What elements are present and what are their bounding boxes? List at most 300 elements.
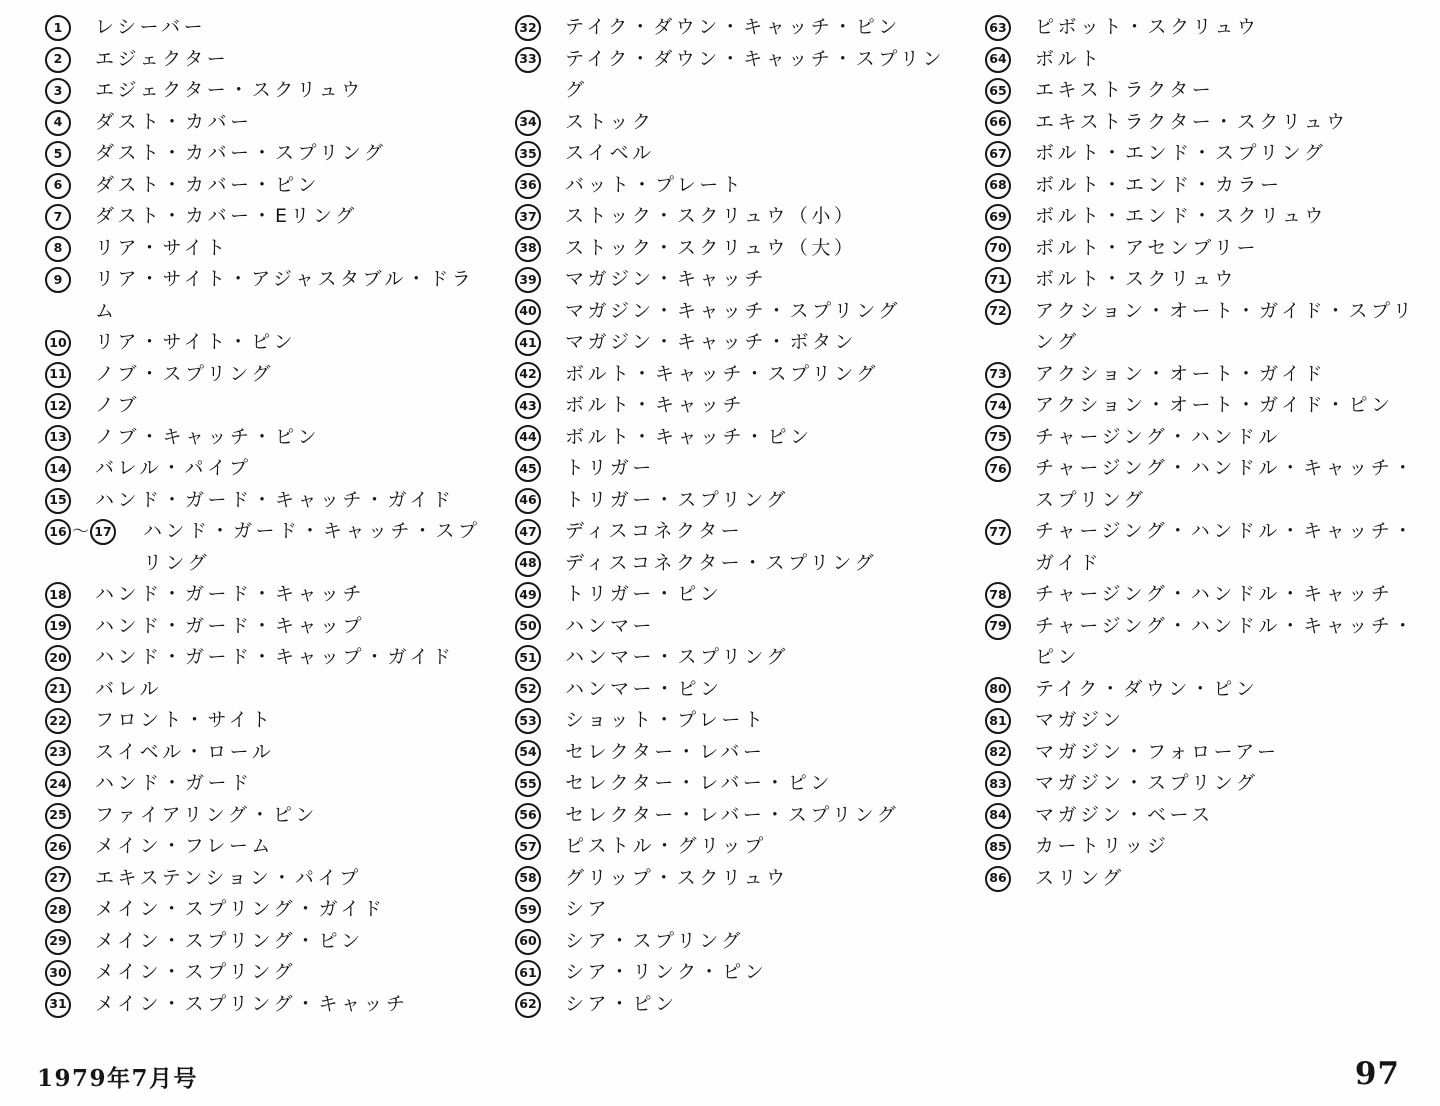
item-number-badge [45, 327, 95, 356]
item-number-badge [515, 768, 565, 797]
item-number-badge [985, 579, 1035, 608]
parts-list-item [45, 233, 495, 265]
circled-number: 40 [515, 299, 541, 325]
item-number-badge [515, 674, 565, 703]
circled-number: 46 [515, 488, 541, 514]
item-number-badge [515, 516, 565, 545]
circled-number: 57 [515, 834, 541, 860]
item-number-badge [515, 390, 565, 419]
item-number-badge [45, 768, 95, 797]
circled-number: 16 [45, 519, 71, 545]
circled-number: 33 [515, 47, 541, 73]
item-number-badge [985, 800, 1035, 829]
parts-list-item [985, 800, 1435, 832]
item-number-badge [45, 674, 95, 703]
parts-list-item [45, 201, 495, 233]
parts-list-item [985, 75, 1435, 107]
parts-list [45, 12, 1435, 1020]
part-name: ダスト・カバー [95, 110, 253, 133]
part-name: ハンド・ガード・キャッチ・スプリング [143, 520, 481, 574]
parts-list-item [515, 264, 965, 296]
circled-number: 82 [985, 740, 1011, 766]
part-name: マガジン・キャッチ・ボタン [565, 331, 858, 353]
item-number-badge [45, 390, 95, 419]
item-number-badge [515, 264, 565, 293]
item-number-badge [515, 705, 565, 734]
parts-list-item [515, 233, 965, 265]
part-name: ディスコネクター [565, 520, 744, 542]
parts-list-item [45, 800, 495, 832]
parts-list-item [515, 12, 965, 44]
part-name: テイク・ダウン・ピン [1035, 677, 1259, 700]
part-name: メイン・スプリング・ガイド [95, 898, 386, 920]
part-name: テイク・ダウン・キャッチ・スプリング [565, 47, 946, 101]
circled-number: 26 [45, 834, 71, 860]
parts-list-item [515, 138, 965, 170]
parts-list-item [45, 422, 495, 454]
part-name: ボルト・スクリュウ [1035, 268, 1237, 290]
circled-number: 23 [45, 740, 71, 766]
parts-list-item [985, 296, 1435, 359]
item-number-badge [985, 422, 1035, 451]
parts-list-item [985, 138, 1435, 170]
part-name: マガジン [1035, 709, 1125, 731]
parts-list-item [985, 674, 1435, 706]
circled-number: 52 [515, 677, 541, 703]
part-name: メイン・スプリング・ピン [95, 929, 364, 952]
item-number-badge [985, 359, 1035, 388]
page-number: 97 [1354, 1056, 1400, 1092]
part-name: チャージング・ハンドル [1035, 425, 1281, 448]
parts-list-item [515, 863, 965, 895]
part-name: ハンマー・ピン [565, 677, 723, 700]
circled-number: 74 [985, 393, 1011, 419]
item-number-badge [45, 863, 95, 892]
parts-list-item [45, 359, 495, 391]
circled-number: 62 [515, 992, 541, 1018]
part-name: ハンド・ガード・キャッチ・ガイド [95, 488, 455, 511]
part-name: シア [565, 898, 611, 920]
item-number-badge [985, 863, 1035, 892]
part-name: ショット・プレート [565, 709, 767, 731]
circled-number: 68 [985, 173, 1011, 199]
circled-number: 53 [515, 708, 541, 734]
parts-list-item [985, 170, 1435, 202]
item-number-badge [45, 579, 95, 608]
circled-number: 32 [515, 15, 541, 41]
circled-number: 83 [985, 771, 1011, 797]
item-number-badge [45, 894, 95, 923]
item-number-badge [985, 44, 1035, 73]
item-number-badge [985, 107, 1035, 136]
circled-number: 3 [45, 78, 71, 104]
item-number-badge [985, 296, 1035, 325]
item-number-badge [985, 453, 1035, 482]
part-name: シア・スプリング [565, 929, 744, 952]
range-tilde: ～ [72, 522, 89, 542]
circled-number: 55 [515, 771, 541, 797]
circled-number: 13 [45, 425, 71, 451]
item-number-badge [515, 107, 565, 136]
part-name: ボルト・エンド・スクリュウ [1035, 205, 1327, 227]
parts-list-item [515, 800, 965, 832]
circled-number: 61 [515, 960, 541, 986]
parts-list-item [515, 737, 965, 769]
item-number-badge [45, 926, 95, 955]
part-name: スイベル [565, 142, 655, 164]
circled-number: 80 [985, 677, 1011, 703]
part-name: マガジン・フォローアー [1035, 740, 1280, 763]
parts-list-item [515, 390, 965, 422]
item-number-badge [45, 138, 95, 167]
item-number-badge [515, 831, 565, 860]
part-name: アクション・オート・ガイド・スプリング [1035, 299, 1416, 353]
item-number-badge [45, 453, 95, 482]
circled-number: 19 [45, 614, 71, 640]
parts-list-item [45, 705, 495, 737]
part-name: ボルト・キャッチ [565, 394, 746, 416]
part-name: カートリッジ [1035, 835, 1170, 857]
part-name: ダスト・カバー・ピン [95, 173, 321, 196]
parts-list-item [515, 359, 965, 391]
part-name: ダスト・カバー・スプリング [95, 142, 387, 164]
part-name: チャージング・ハンドル・キャッチ・ピン [1035, 614, 1416, 668]
circled-number: 27 [45, 866, 71, 892]
parts-list-item [515, 44, 965, 107]
circled-number: 17 [90, 519, 116, 545]
item-number-badge [985, 233, 1035, 262]
part-name: ノブ・スプリング [95, 362, 274, 385]
item-number-badge [45, 485, 95, 514]
item-number-badge [985, 390, 1035, 419]
part-name: トリガー [565, 457, 655, 479]
circled-number: 15 [45, 488, 71, 514]
part-name: メイン・スプリング・キャッチ [95, 992, 409, 1015]
item-number-badge [45, 170, 95, 199]
item-number-badge [45, 422, 95, 451]
circled-number: 75 [985, 425, 1011, 451]
circled-number: 6 [45, 173, 71, 199]
parts-list-item [45, 264, 495, 327]
item-number-badge [515, 453, 565, 482]
parts-list-item [985, 863, 1435, 895]
circled-number: 76 [985, 456, 1011, 482]
part-name: ノブ・キャッチ・ピン [95, 425, 321, 448]
part-name: ボルト・エンド・カラー [1035, 173, 1283, 196]
item-number-badge [985, 768, 1035, 797]
circled-number: 54 [515, 740, 541, 766]
part-name: ダスト・カバー・Eリング [95, 205, 358, 227]
part-name: メイン・スプリング [95, 961, 296, 983]
circled-number: 65 [985, 78, 1011, 104]
circled-number: 78 [985, 582, 1011, 608]
circled-number: 72 [985, 299, 1011, 325]
parts-list-item [985, 107, 1435, 139]
parts-list-item [515, 453, 965, 485]
parts-list-item [985, 516, 1435, 579]
circled-number: 60 [515, 929, 541, 955]
parts-list-item [515, 674, 965, 706]
part-name: ボルト [1035, 47, 1103, 70]
parts-list-item [985, 453, 1435, 516]
part-name: ピボット・スクリュウ [1035, 16, 1260, 38]
item-number-badge [45, 642, 95, 671]
part-name: ボルト・アセンブリー [1035, 236, 1260, 259]
circled-number: 2 [45, 47, 71, 73]
circled-number: 7 [45, 204, 71, 230]
part-name: ボルト・キャッチ・ピン [565, 425, 813, 448]
item-number-badge [985, 831, 1035, 860]
circled-number: 10 [45, 330, 71, 356]
parts-list-item [45, 831, 495, 863]
parts-list-item [45, 579, 495, 611]
circled-number: 47 [515, 519, 541, 545]
item-number-badge [985, 516, 1035, 545]
circled-number: 5 [45, 141, 71, 167]
circled-number: 8 [45, 236, 71, 262]
item-number-badge [45, 264, 95, 293]
item-number-badge [515, 737, 565, 766]
parts-list-item [45, 107, 495, 139]
parts-list-item [515, 768, 965, 800]
parts-list-item [985, 422, 1435, 454]
part-name: スリング [1035, 866, 1125, 889]
parts-column-1 [45, 12, 495, 1020]
item-number-badge [985, 75, 1035, 104]
part-name: ディスコネクター・スプリング [565, 551, 877, 574]
item-number-badge [515, 485, 565, 514]
circled-number: 70 [985, 236, 1011, 262]
item-number-badge [45, 800, 95, 829]
circled-number: 39 [515, 267, 541, 293]
item-number-badge [515, 800, 565, 829]
item-number-badge [515, 957, 565, 986]
item-number-badge [985, 138, 1035, 167]
parts-list-item [985, 768, 1435, 800]
circled-number: 4 [45, 110, 71, 136]
part-name: ファイアリング・ピン [95, 803, 318, 826]
parts-list-item [515, 201, 965, 233]
item-number-badge [45, 611, 95, 640]
item-number-badge [45, 989, 95, 1018]
part-name: スイベル・ロール [95, 740, 275, 763]
part-name: リア・サイト [95, 236, 229, 259]
circled-number: 56 [515, 803, 541, 829]
circled-number: 35 [515, 141, 541, 167]
parts-list-item [985, 359, 1435, 391]
part-name: ハンマー・スプリング [565, 646, 789, 668]
item-number-badge [515, 201, 565, 230]
part-name: シア・ピン [565, 992, 678, 1015]
item-number-badge [515, 894, 565, 923]
part-name: ボルト・キャッチ・スプリング [565, 362, 879, 385]
parts-list-item [45, 957, 495, 989]
circled-number: 67 [985, 141, 1011, 167]
parts-column-3 [985, 12, 1435, 1020]
parts-list-item [985, 831, 1435, 863]
part-name: グリップ・スクリュウ [565, 866, 789, 889]
parts-list-item [515, 516, 965, 548]
parts-list-item [45, 894, 495, 926]
circled-number: 59 [515, 897, 541, 923]
parts-list-item [515, 894, 965, 926]
part-name: トリガー・スプリング [565, 488, 789, 511]
item-number-badge [45, 201, 95, 230]
parts-list-item [515, 705, 965, 737]
item-number-badge [515, 170, 565, 199]
circled-number: 64 [985, 47, 1011, 73]
part-name: リア・サイト・アジャスタブル・ドラム [95, 268, 475, 322]
part-name: エジェクター・スクリュウ [95, 79, 364, 101]
parts-list-item [45, 390, 495, 422]
item-number-badge [985, 170, 1035, 199]
parts-list-item [985, 201, 1435, 233]
part-name: フロント・サイト [95, 709, 274, 731]
part-name: エキストラクター・スクリュウ [1035, 110, 1349, 133]
circled-number: 51 [515, 645, 541, 671]
part-name: ハンド・ガード・キャッチ [95, 583, 366, 605]
part-name: ノブ [95, 394, 141, 416]
item-number-badge [985, 705, 1035, 734]
parts-list-item [45, 737, 495, 769]
circled-number: 42 [515, 362, 541, 388]
item-number-badge [515, 422, 565, 451]
item-number-badge [45, 737, 95, 766]
parts-list-item [515, 957, 965, 989]
circled-number: 48 [515, 551, 541, 577]
part-name: トリガー・ピン [565, 583, 723, 605]
circled-number: 41 [515, 330, 541, 356]
item-number-badge [45, 957, 95, 986]
parts-list-item [45, 12, 495, 44]
parts-list-item [985, 579, 1435, 611]
parts-list-item [45, 768, 495, 800]
part-name: ストック・スクリュウ（大） [565, 236, 857, 259]
item-number-badge [515, 579, 565, 608]
circled-number: 50 [515, 614, 541, 640]
circled-number: 45 [515, 456, 541, 482]
parts-list-item [515, 642, 965, 674]
circled-number: 71 [985, 267, 1011, 293]
circled-number: 20 [45, 645, 71, 671]
circled-number: 38 [515, 236, 541, 262]
circled-number: 37 [515, 204, 541, 230]
parts-list-item [985, 611, 1435, 674]
item-number-badge [985, 264, 1035, 293]
item-number-badge [515, 359, 565, 388]
circled-number: 28 [45, 897, 71, 923]
parts-list-item [985, 737, 1435, 769]
item-number-badge [985, 12, 1035, 41]
parts-list-item [515, 296, 965, 328]
item-number-badge [515, 138, 565, 167]
parts-list-item [985, 264, 1435, 296]
item-number-badge [515, 233, 565, 262]
parts-list-item [515, 989, 965, 1021]
circled-number: 12 [45, 393, 71, 419]
circled-number: 18 [45, 582, 71, 608]
part-name: バット・プレート [565, 173, 745, 196]
parts-list-item [985, 44, 1435, 76]
parts-list-item [45, 327, 495, 359]
item-number-badge [515, 926, 565, 955]
part-name: ハンド・ガード [95, 772, 253, 794]
part-name: セレクター・レバー・ピン [565, 772, 833, 794]
circled-number: 49 [515, 582, 541, 608]
circled-number: 85 [985, 834, 1011, 860]
circled-number: 84 [985, 803, 1011, 829]
circled-number: 79 [985, 614, 1011, 640]
parts-list-item [45, 44, 495, 76]
circled-number: 44 [515, 425, 541, 451]
circled-number: 21 [45, 677, 71, 703]
part-name: アクション・オート・ガイド・ピン [1035, 394, 1394, 416]
item-number-badge [45, 516, 143, 545]
parts-list-item [45, 485, 495, 517]
circled-number: 77 [985, 519, 1011, 545]
circled-number: 30 [45, 960, 71, 986]
part-name: マガジン・キャッチ・スプリング [565, 299, 901, 322]
circled-number: 9 [45, 267, 71, 293]
circled-number: 24 [45, 771, 71, 797]
parts-list-item [45, 863, 495, 895]
parts-list-item [515, 926, 965, 958]
item-number-badge [985, 201, 1035, 230]
item-number-badge [45, 12, 95, 41]
parts-list-item [985, 705, 1435, 737]
item-number-badge [45, 233, 95, 262]
item-number-badge [45, 359, 95, 388]
circled-number: 25 [45, 803, 71, 829]
circled-number: 81 [985, 708, 1011, 734]
circled-number: 43 [515, 393, 541, 419]
item-number-badge [45, 75, 95, 104]
part-name: マガジン・スプリング [1035, 772, 1259, 794]
item-number-badge [515, 12, 565, 41]
part-name: メイン・フレーム [95, 835, 274, 857]
part-name: ストック [565, 110, 655, 133]
part-name: ピストル・グリップ [565, 835, 767, 857]
item-number-badge [515, 44, 565, 73]
issue-date: 1979年7月号 [37, 1065, 199, 1092]
parts-list-item [45, 674, 495, 706]
part-name: セレクター・レバー [565, 740, 766, 763]
item-number-badge [45, 831, 95, 860]
item-number-badge [515, 863, 565, 892]
part-name: リア・サイト・ピン [95, 331, 297, 353]
parts-list-item [515, 327, 965, 359]
circled-number: 1 [45, 15, 71, 41]
part-name: チャージング・ハンドル・キャッチ [1035, 583, 1394, 605]
circled-number: 63 [985, 15, 1011, 41]
circled-number: 22 [45, 708, 71, 734]
circled-number: 34 [515, 110, 541, 136]
part-name: セレクター・レバー・スプリング [565, 803, 900, 826]
item-number-badge [985, 737, 1035, 766]
parts-list-item [985, 233, 1435, 265]
item-number-badge [515, 327, 565, 356]
circled-number: 31 [45, 992, 71, 1018]
part-name: ハンド・ガード・キャップ [95, 614, 366, 637]
part-name: バレル [95, 677, 163, 700]
item-number-badge [45, 107, 95, 136]
circled-number: 29 [45, 929, 71, 955]
part-name: ストック・スクリュウ（小） [565, 205, 857, 227]
item-number-badge [515, 642, 565, 671]
part-name: バレル・パイプ [95, 457, 252, 479]
part-name: エジェクター [95, 47, 230, 70]
parts-list-item [45, 989, 495, 1021]
